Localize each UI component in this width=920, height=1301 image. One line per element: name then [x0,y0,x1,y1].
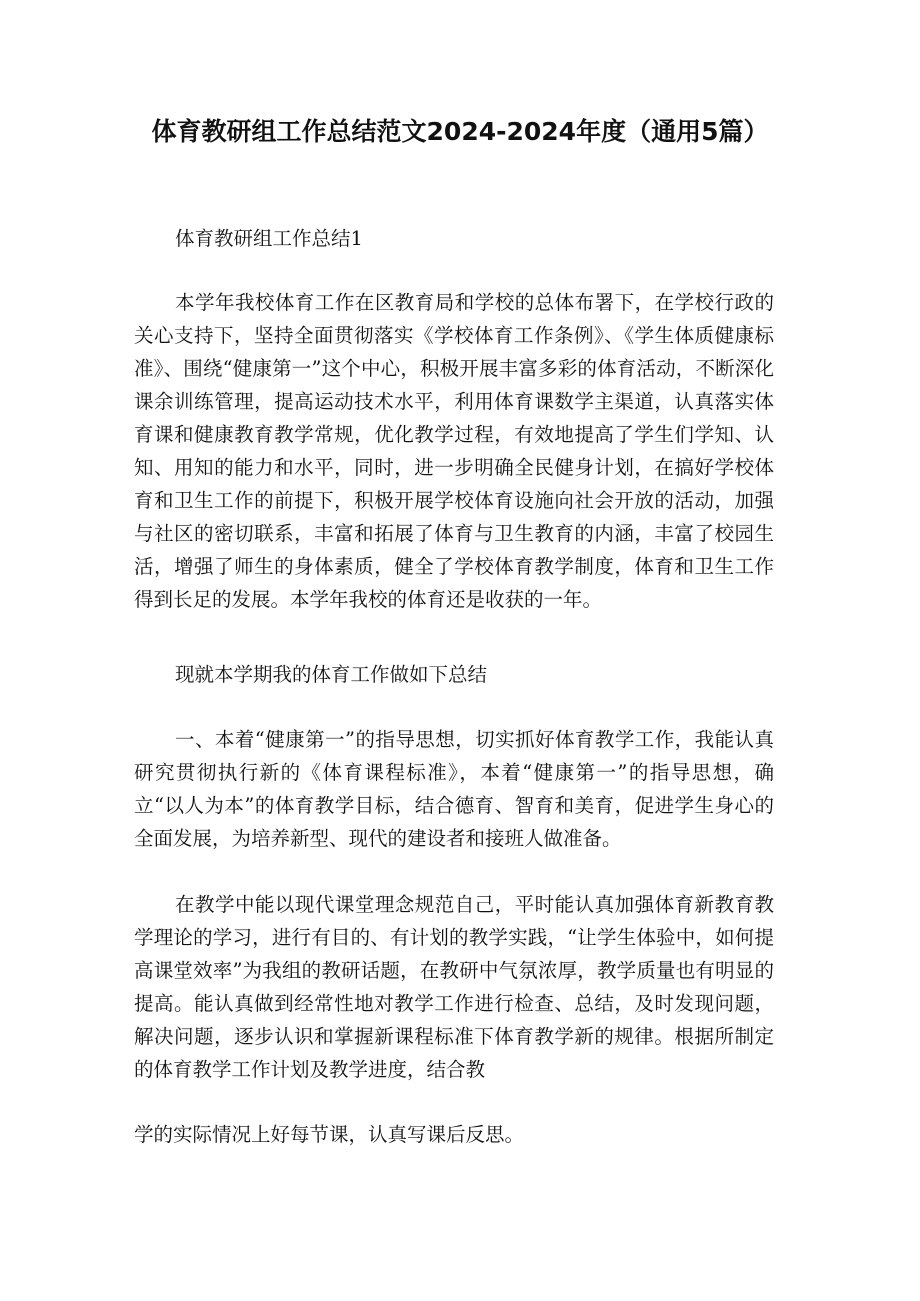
section-heading: 体育教研组工作总结1 [175,227,363,250]
body-paragraph-3: 一、本着“健康第一”的指导思想，切实抓好体育教学工作，我能认真研究贯彻执行新的《体育课程标准》，本着“健康第一”的指导思想，确立“以人为本”的体育教学目标，结合德育、智育和美育，促进学生身心的全面发展，为培养新型、现代的建设者和接班人做准备。 [134,728,774,850]
body-paragraph-5: 学的实际情况上好每节课，认真写课后反思。 [134,1123,525,1146]
document-title: 体育教研组工作总结范文2024-2024年度（通用5篇） [151,117,769,146]
body-paragraph-4: 在教学中能以现代课堂理念规范自己，平时能认真加强体育新教育教学理论的学习，进行有目的、有计划的教学实践，“让学生体验中，如何提高课堂效率”为我组的教研话题，在教研中气氛浓厚，教学质量也有明显的提高。能认真做到经常性地对教学工作进行检查、总结，及时发现问题，解决问题，逐步认识和掌握新课程标准下体育教学新的规律。根据所制定的体育教学工作计划及教学进度，结合教 [134,893,774,1081]
body-paragraph-1: 本学年我校体育工作在区教育局和学校的总体布署下，在学校行政的关心支持下，坚持全面贯彻落实《学校体育工作条例》、《学生体质健康标准》、围绕“健康第一”这个中心，积极开展丰富多彩的体育活动，不断深化课余训练管理，提高运动技术水平，利用体育课数学主渠道，认真落实体育课和健康教育教学常规，优化教学过程，有效地提高了学生们学知、认知、用知的能力和水平，同时，进一步明确全民健身计划，在搞好学校体育和卫生工作的前提下，积极开展学校体育设施向社会开放的活动，加强与社区的密切联系，丰富和拓展了体育与卫生教育的内涵，丰富了校园生活，增强了师生的身体素质，健全了学校体育教学制度，体育和卫生工作得到长足的发展。本学年我校的体育还是收获的一年。 [134,291,774,611]
body-paragraph-2: 现就本学期我的体育工作做如下总结 [175,663,488,686]
